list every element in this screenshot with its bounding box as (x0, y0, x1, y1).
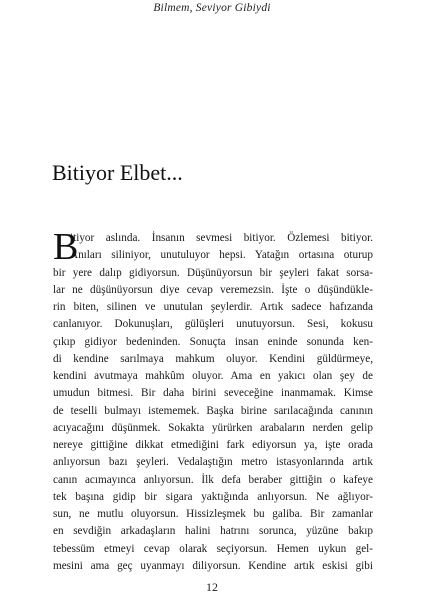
body-text (53, 226, 373, 575)
text-line: de teselli bulmayı istememek. Başka birine sarılacağında canının (53, 404, 373, 417)
text-line: tebessüm etmeyi cevap olarak seçiyorsun. Hemen uykun gel- (53, 542, 373, 555)
drop-cap: B (53, 226, 79, 268)
chapter-title: Bitiyor Elbet... (52, 160, 183, 185)
text-line: canın acımayınca anlıyorsun. İlk defa beraber gittiğin o kafeye (53, 473, 373, 486)
text-line: itiyor aslında. İnsanın sevmesi bitiyor. Özlemesi bitiyor. (70, 232, 373, 244)
text-line: umudun bitmesi. Bir daha birini seveceğine inanmamak. Kimse (53, 387, 373, 400)
text-line: bir yere dalıp gidiyorsun. Düşünüyorsun bir şeyleri fakat sorsa- (53, 266, 373, 279)
text-line: canlanıyor. Dokunuşları, gülüşleri unutuyorsun. Sesi, kokusu (53, 318, 373, 331)
text-line: mesini ama geç uyanmayı diliyorsun. Kendine artık eskisi gibi (53, 559, 373, 572)
text-line: nereye gittiğine dikkat etmediğini fark ediyorsun ya, işte orada (53, 439, 373, 451)
text-line: Anıları siliniyor, unutuluyor hepsi. Yatağın ortasına oturup (70, 249, 373, 262)
text-line: anlıyorsun bazı şeyleri. Vedalaştığın metro istasyonlarında artık (53, 456, 373, 469)
text-line: di kendine sarılmaya mahkum oluyor. Kendini güldürmeye, (53, 352, 373, 365)
text-line: sun, ne mutlu oluyorsun. Hissizleşmek bu galiba. Bir zamanlar (53, 508, 373, 520)
text-line: lar ne düşünüyorsun diye cevap veremezsin. İşte o düşündükle- (53, 283, 373, 296)
running-header: Bilmem, Seviyor Gibiydi (153, 2, 271, 14)
text-line: en sevdiğin arkadaşların halini hatrını sorunca, yüzüne bakıp (53, 525, 373, 538)
text-line: kendini avutmaya mahkûm oluyor. Ama en yakıcı olan şey de (53, 370, 373, 382)
text-line: acıyacağını düşünmek. Sokakta yürürken arabaların nerden gelip (53, 421, 373, 434)
page-number: 12 (206, 580, 218, 594)
text-line: tek başına gidip bir sigara yaktığında anlıyorsun. Ne ağlıyor- (53, 490, 373, 503)
text-line: rin biten, silinen ve unutulan şeylerdir. Artık sadece hafızanda (53, 301, 373, 313)
text-line: çıkıp gidiyor bedeninden. Sonuçta insan eninde sonunda ken- (53, 335, 373, 348)
